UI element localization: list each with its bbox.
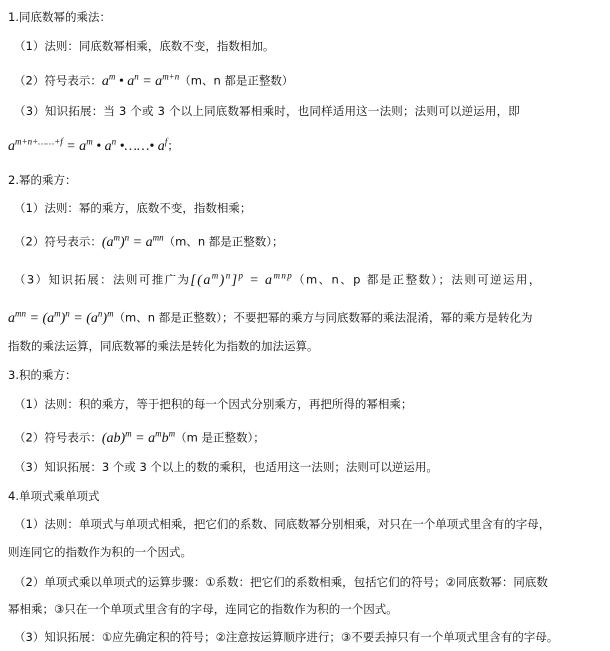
section-4-steps-line-1: （2）单项式乘以单项式的运算步骤：①系数：把它们的系数相乘，包括它们的符号；②同底数幂：同底数 — [14, 575, 548, 589]
section-1-symbol-line — [14, 72, 293, 89]
section-2-extension-prefix: （3）知识拓展：法则可推广为 — [14, 272, 191, 287]
section-2-extension-line-2-note: （m、n 都是正整数）；不要把幂的乘方与同底数幂的乘法混淆，幂的乘方是转化为 — [113, 310, 533, 325]
section-3-rule: （1）法则：积的乘方，等于把积的每一个因式分别乘方，再把所得的幂相乘； — [14, 397, 413, 411]
section-3-symbol-note: （m 是正整数）； — [175, 430, 265, 445]
section-1-extension-formula: $a^{m+n+\dots\dots+f} = a^m$ • $a^n$ •……• $a^f$ — [8, 136, 168, 154]
section-2-title: 2.幂的乘方： — [8, 173, 77, 187]
section-2-rule: （1）法则：幂的乘方，底数不变，指数相乘； — [14, 201, 252, 215]
section-1-extension: （3）知识拓展：当 3 个或 3 个以上同底数幂相乘时，也同样适用这一法则；法则可以逆运用，即 — [14, 104, 520, 118]
section-2-extension-line-2 — [8, 309, 532, 326]
section-3-extension: （3）知识拓展：3 个或 3 个以上的数的乘积，也适用这一法则；法则可以逆运用。 — [14, 460, 438, 474]
section-1-formula: $a^m$ • $a^n = a^{m+n}$ — [101, 71, 180, 89]
section-2-extension-note: （m、n、p 都是正整数）；法则可逆运用， — [293, 272, 542, 287]
section-2-symbol-prefix: （2）符号表示： — [14, 234, 102, 249]
section-4-steps-line-2: 幂相乘；③只在一个单项式里含有的字母，连同它的指数作为积的一个因式。 — [8, 602, 398, 616]
section-1-symbol-note: （m、n 都是正整数） — [179, 73, 294, 88]
section-1-title: 1.同底数幂的乘法： — [8, 10, 111, 24]
section-2-formula: $(a^m)^n = a^{mn}$ — [101, 232, 164, 250]
section-2-extension-line-3: 指数的乘法运算，同底数幂的乘法是转化为指数的加法运算。 — [8, 339, 319, 353]
section-2-symbol-note: （m、n 都是正整数）； — [163, 234, 284, 249]
section-2-extension-formula: $[(a^m)^n]^p = a^{mnp}$ — [190, 270, 294, 288]
section-3-formula: $(ab)^m = a^mb^m$ — [101, 428, 176, 446]
section-4-rule-line-1: （1）法则：单项式与单项式相乘，把它们的系数、同底数幂分别相乘，对只在一个单项式里含有的字母， — [14, 517, 551, 531]
section-2-extension-line — [14, 271, 542, 288]
section-3-title: 3.积的乘方： — [8, 368, 77, 382]
section-2-symbol-line — [14, 233, 284, 250]
section-3-symbol-line — [14, 429, 265, 446]
section-4-extension: （3）知识拓展：①应先确定积的符号；②注意按运算顺序进行；③不要丢掉只有一个单项式里含有的字母。 — [14, 630, 559, 644]
section-1-rule: （1）法则：同底数幂相乘，底数不变，指数相加。 — [14, 39, 275, 53]
section-1-symbol-prefix: （2）符号表示： — [14, 73, 102, 88]
section-3-symbol-prefix: （2）符号表示： — [14, 430, 102, 445]
section-1-extension-tail: ； — [167, 138, 179, 153]
section-4-rule-line-2: 则连同它的指数作为积的一个因式。 — [8, 545, 192, 559]
section-2-reverse-formula: $a^{mn} = (a^m)^n = (a^n)^m$ — [8, 308, 114, 326]
section-1-extension-formula-line — [8, 137, 179, 154]
section-4-title: 4.单项式乘单项式 — [8, 489, 100, 503]
